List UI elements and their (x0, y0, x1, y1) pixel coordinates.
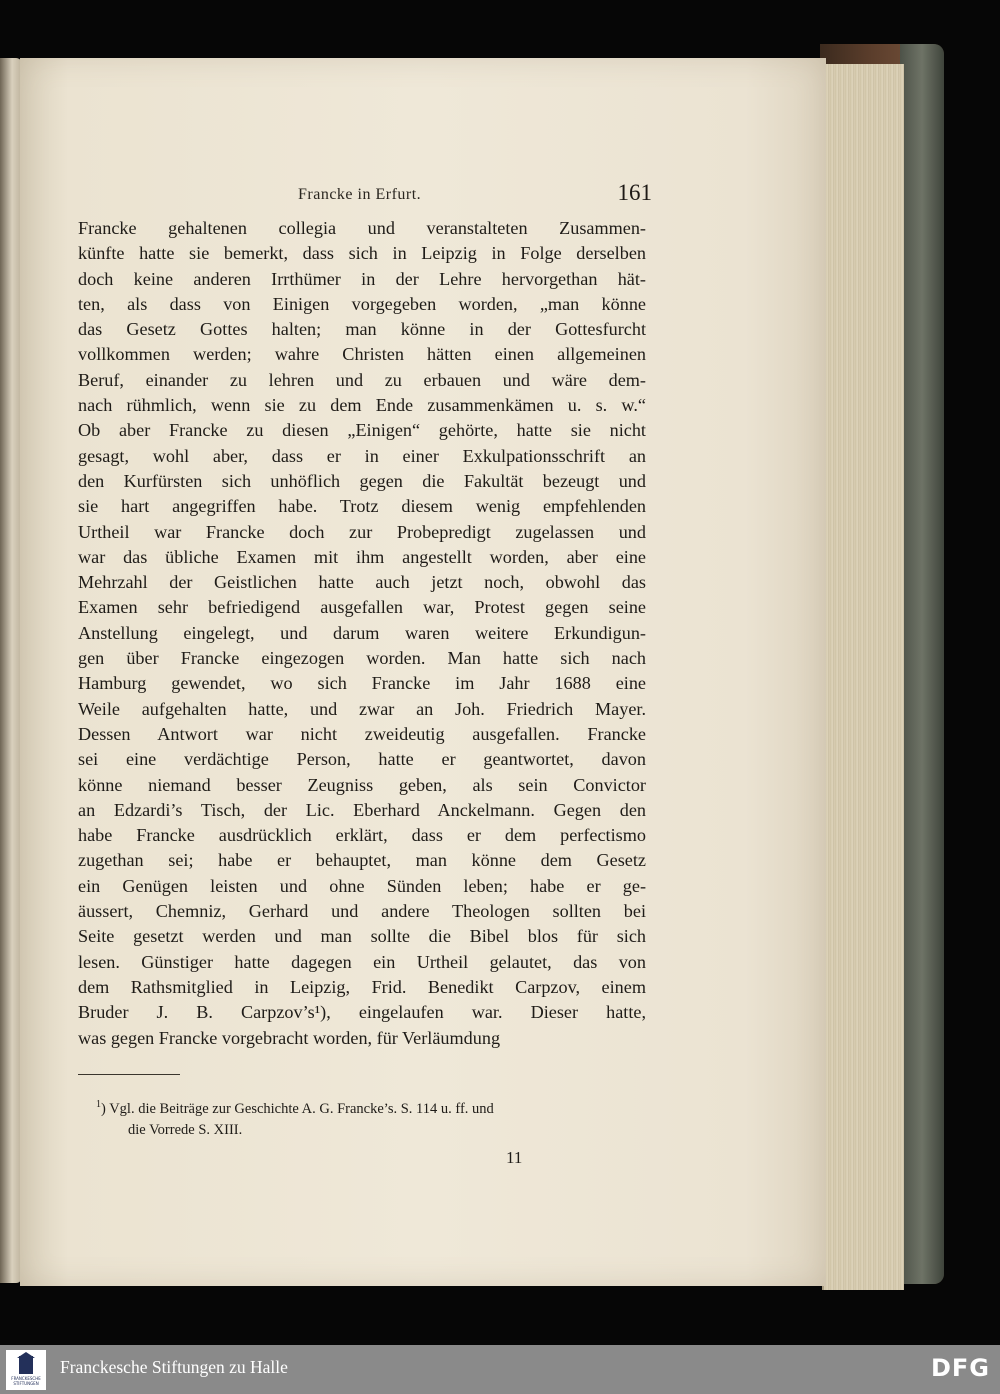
body-line: Hamburg gewendet, wo sich Francke im Jahr 1688 eine (78, 673, 646, 694)
footnote (96, 1094, 636, 1141)
logo-text: FRANCKESCHE STIFTUNGEN (11, 1376, 41, 1386)
body-line: Seite gesetzt werden und man sollte die Bibel blos für sich (78, 926, 646, 947)
footnote-line-1: $^1$) Vgl. die Beiträge zur Geschichte A. G. Francke’s. S. 114 u. ff. und (96, 1099, 494, 1117)
body-line: sei eine verdächtige Person, hatte er geantwortet, davon (78, 749, 646, 770)
body-line: lesen. Günstiger hatte dagegen ein Urtheil gelautet, das von (78, 951, 646, 972)
body-line: Beruf, einander zu lehren und zu erbauen und wäre dem- (78, 369, 646, 390)
body-line: habe Francke ausdrücklich erklärt, dass er dem perfectismo (78, 825, 646, 846)
footnote-text-1: Vgl. die Beiträge zur Geschichte A. G. Francke’s. S. 114 u. ff. und (109, 1100, 494, 1117)
running-head (276, 180, 656, 216)
footnote-rule (78, 1074, 180, 1075)
body-line: vollkommen werden; wahre Christen hätten einen allgemeinen (78, 344, 646, 365)
footnote-marker: 1 (96, 1099, 101, 1110)
body-text (78, 216, 646, 1051)
body-line: Ob aber Francke zu diesen „Einigen“ gehörte, hatte sie nicht (78, 420, 646, 441)
body-line: nach rühmlich, wenn sie zu dem Ende zusammenkämen u. s. w.“ (78, 395, 646, 416)
body-line: zugethan sei; habe er behauptet, man könne dem Gesetz (78, 850, 646, 871)
signature-mark: 11 (506, 1148, 523, 1167)
footnote-line-2: die Vorrede S. XIII. (128, 1121, 243, 1138)
body-line: dem Rathsmitglied in Leipzig, Frid. Benedikt Carpzov, einem (78, 976, 646, 997)
body-line: Bruder J. B. Carpzov’s¹), eingelaufen war. Dieser hatte, (78, 1002, 646, 1023)
body-line: äussert, Chemniz, Gerhard und andere Theologen sollten bei (78, 901, 646, 922)
body-line: das Gesetz Gottes halten; man könne in der Gottesfurcht (78, 319, 646, 340)
body-line: war das übliche Examen mit ihm angestellt worden, aber eine (78, 546, 646, 567)
body-line: Weile aufgehalten hatte, und zwar an Joh. Friedrich Mayer. (78, 698, 646, 719)
body-line: Anstellung eingelegt, und darum waren weitere Erkundigun- (78, 622, 646, 643)
body-line: an Edzardi’s Tisch, der Lic. Eberhard Anckelmann. Gegen den (78, 799, 646, 820)
left-page-edge (0, 58, 22, 1283)
page-number: 161 (617, 180, 652, 205)
body-line: Dessen Antwort war nicht zweideutig ausgefallen. Francke (78, 723, 646, 744)
page-stack (822, 64, 904, 1290)
body-line: was gegen Francke vorgebracht worden, für Verläumdung (78, 1027, 501, 1048)
body-line: könne niemand besser Zeugniss geben, als sein Convictor (78, 774, 646, 795)
franckesche-stiftungen-logo[interactable] (6, 1350, 46, 1390)
body-line: den Kurfürsten sich unhöflich gegen die Fakultät bezeugt und (78, 470, 646, 491)
body-line: gesagt, wohl aber, dass er in einer Exkulpationsschrift an (78, 445, 646, 466)
body-line: Examen sehr befriedigend ausgefallen war, Protest gegen seine (78, 597, 646, 618)
body-line: gen über Francke eingezogen worden. Man hatte sich nach (78, 648, 646, 669)
body-line: doch keine anderen Irrthümer in der Lehre hervorgethan hät- (78, 268, 646, 289)
body-line: Mehrzahl der Geistlichen hatte auch jetzt noch, obwohl das (78, 572, 646, 593)
dfg-logo[interactable]: DFG (930, 1354, 990, 1382)
body-line: Francke gehaltenen collegia und veranstalteten Zusammen- (78, 218, 646, 238)
book-cover-band (900, 44, 944, 1284)
running-head-title: Francke in Erfurt. (298, 186, 422, 203)
logo-building-icon (19, 1356, 33, 1374)
body-line: ein Genügen leisten und ohne Sünden leben; habe er ge- (78, 875, 646, 896)
body-line: sie hart angegriffen habe. Trotz diesem wenig empfehlenden (78, 496, 646, 517)
footer-title[interactable]: Franckesche Stiftungen zu Halle (60, 1357, 288, 1377)
body-line: künfte hatte sie bemerkt, dass sich in Leipzig in Folge derselben (78, 243, 646, 264)
body-line: Urtheil war Francke doch zur Probepredigt zugelassen und (78, 521, 646, 542)
footer-bar (0, 1345, 1000, 1394)
body-line: ten, als dass von Einigen vorgegeben worden, „man könne (78, 293, 646, 314)
